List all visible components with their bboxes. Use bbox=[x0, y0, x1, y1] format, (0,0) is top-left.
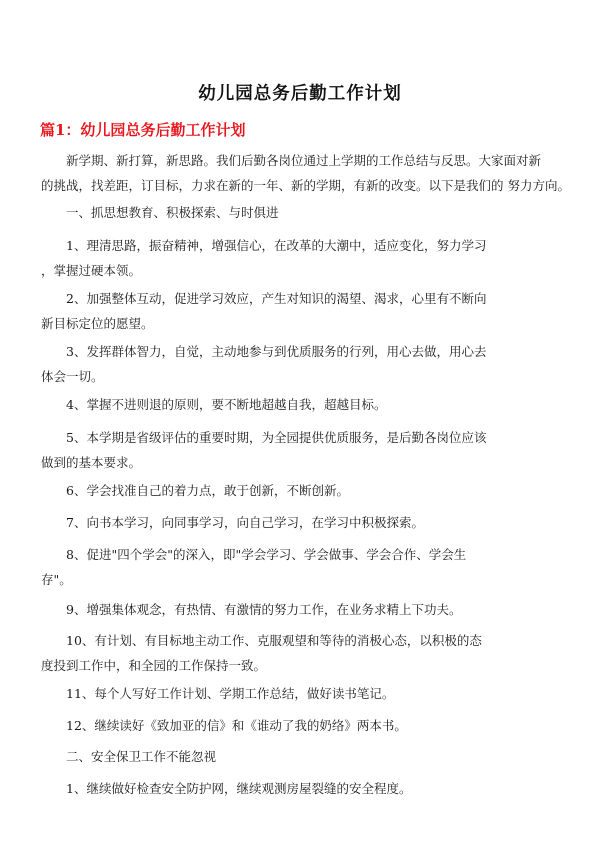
paragraph-item-4 bbox=[41, 392, 561, 417]
paragraph-line: 11、每个人写好工作计划、学期工作总结，做好读书笔记。 bbox=[41, 686, 395, 701]
paragraph-item-8 bbox=[41, 542, 561, 592]
paragraph-line: 做到的基本要求。 bbox=[41, 455, 142, 470]
paragraph-line: 7、向书本学习，向同事学习，向自己学习，在学习中积极探索。 bbox=[41, 515, 424, 530]
paragraph-line: 1、继续做好检查安全防护网，继续观测房屋裂缝的安全程度。 bbox=[41, 781, 412, 796]
paragraph-line: 2、加强整体互动，促进学习效应，产生对知识的渴望、渴求，心里有不断向 bbox=[41, 291, 487, 306]
heading-section-2 bbox=[41, 744, 561, 769]
paragraph-line: 5、本学期是省级评估的重要时期，为全园提供优质服务，是后勤各岗位应该 bbox=[41, 430, 487, 445]
paragraph-line: ，掌握过硬本领。 bbox=[41, 263, 142, 278]
paragraph-intro bbox=[41, 148, 570, 198]
paragraph-line: 的挑战，找差距，订目标，力求在新的一年、新的学期，有新的改变。以下是我们的 努力方向。 bbox=[41, 178, 570, 193]
heading-section-1 bbox=[41, 200, 561, 225]
paragraph-line: 存"。 bbox=[41, 572, 72, 587]
paragraph-safety-1 bbox=[41, 776, 561, 801]
paragraph-item-12 bbox=[41, 713, 561, 738]
paragraph-line: 度投到工作中，和全园的工作保持一致。 bbox=[41, 658, 267, 673]
paragraph-line: 新目标定位的愿望。 bbox=[41, 316, 154, 331]
paragraph-item-1 bbox=[41, 233, 561, 283]
section-heading: 篇1：幼儿园总务后勤工作计划 bbox=[40, 121, 246, 139]
paragraph-line: 4、掌握不进则退的原则，要不断地超越自我，超越目标。 bbox=[41, 397, 387, 412]
paragraph-line: 新学期、新打算，新思路。我们后勤各岗位通过上学期的工作总结与反思。大家面对新 bbox=[41, 153, 542, 168]
paragraph-item-11 bbox=[41, 681, 561, 706]
paragraph-line: 6、学会找准自己的着力点，敢于创新，不断创新。 bbox=[41, 483, 349, 498]
paragraph-item-2 bbox=[41, 286, 561, 336]
paragraph-item-9 bbox=[41, 597, 561, 622]
paragraph-line: 体会一切。 bbox=[41, 369, 104, 384]
paragraph-line: 一、抓思想教育、积极探索、与时俱进 bbox=[41, 205, 279, 220]
paragraph-line: 二、安全保卫工作不能忽视 bbox=[41, 749, 217, 764]
paragraph-item-10 bbox=[41, 628, 561, 678]
paragraph-line: 3、发挥群体智力，自觉，主动地参与到优质服务的行列，用心去做，用心去 bbox=[41, 344, 487, 359]
paragraph-line: 8、促进"四个学会"的深入，即"学会学习、学会做事、学会合作、学会生 bbox=[41, 547, 467, 562]
paragraph-line: 9、增强集体观念，有热情、有激情的努力工作，在业务求精上下功夫。 bbox=[41, 602, 462, 617]
paragraph-item-7 bbox=[41, 510, 561, 535]
paragraph-line: 1、理清思路，振奋精神，增强信心，在改革的大潮中，适应变化，努力学习 bbox=[41, 238, 487, 253]
paragraph-line: 12、继续读好《致加亚的信》和《谁动了我的奶络》两本书。 bbox=[41, 718, 407, 733]
paragraph-item-6 bbox=[41, 478, 561, 503]
paragraph-item-5 bbox=[41, 425, 561, 475]
document-title: 幼儿园总务后勤工作计划 bbox=[198, 84, 402, 104]
paragraph-line: 10、有计划、有目标地主动工作、克服观望和等待的消极心态，以积极的态 bbox=[41, 633, 482, 648]
paragraph-item-3 bbox=[41, 339, 561, 389]
